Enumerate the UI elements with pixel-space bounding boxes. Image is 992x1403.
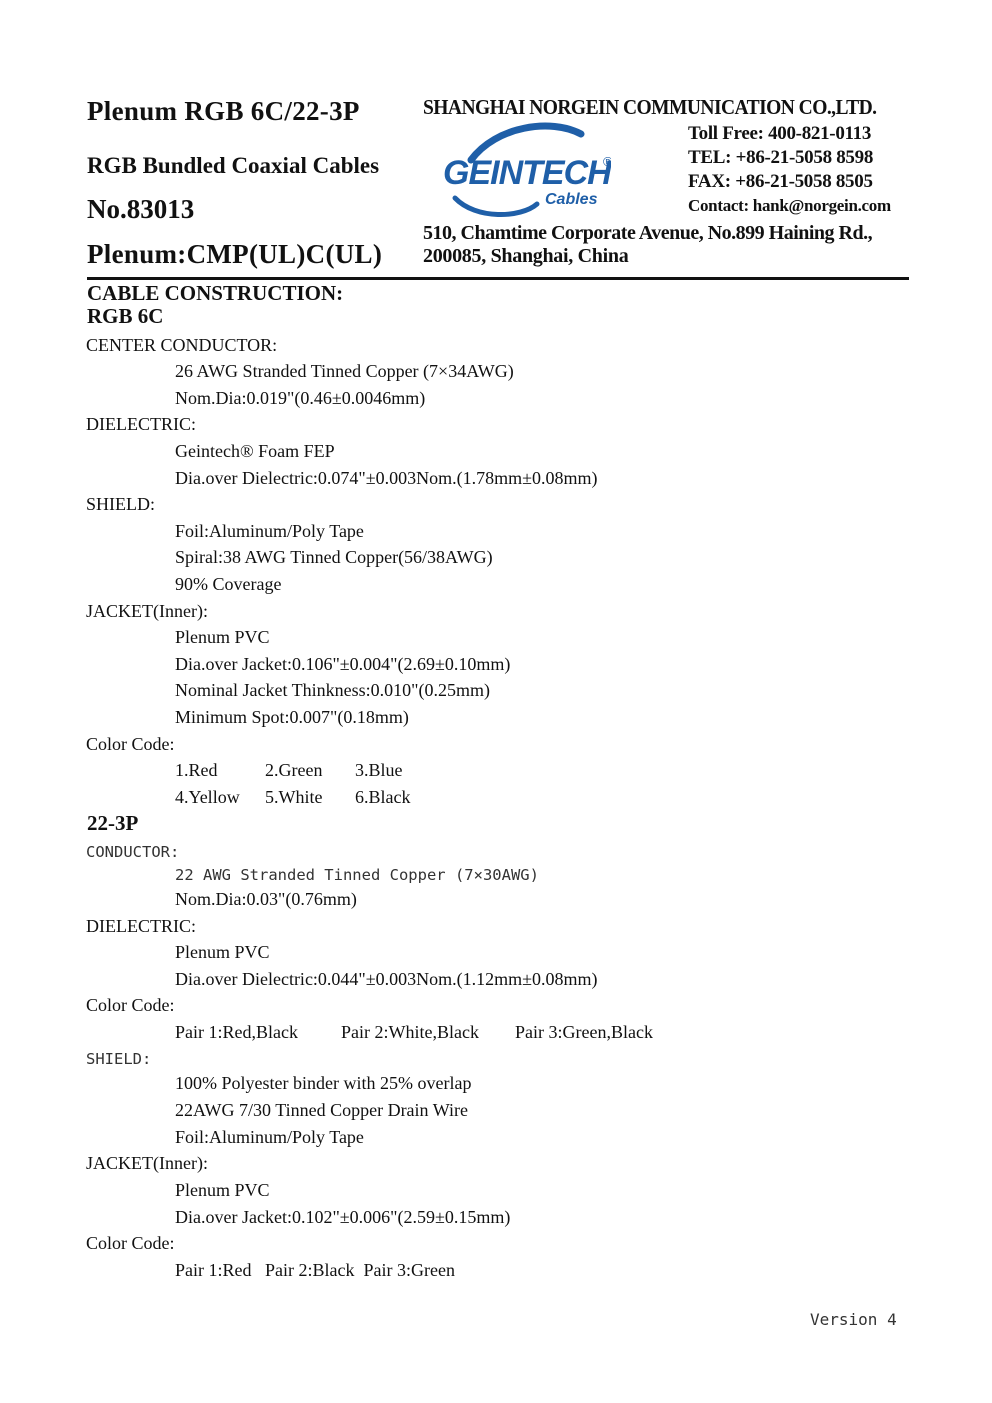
jacket-thickness: Nominal Jacket Thinkness:0.010"(0.25mm): [175, 680, 490, 700]
conductor-diameter: Nom.Dia:0.03"(0.76mm): [175, 889, 357, 909]
document-title: Plenum RGB 6C/22-3P: [87, 96, 360, 126]
address-line-2: 200085, Shanghai, China: [423, 245, 629, 267]
pair-color-code-label: Color Code:: [86, 995, 175, 1015]
shield-foil: Foil:Aluminum/Poly Tape: [175, 521, 364, 541]
color-code-item: 6.Black: [355, 787, 411, 807]
center-conductor-diameter: Nom.Dia:0.019"(0.46±0.0046mm): [175, 388, 426, 408]
version-label: Version 4: [810, 1310, 897, 1329]
jacket-label: JACKET(Inner):: [86, 601, 208, 621]
logo-registered-mark: ®: [603, 154, 611, 169]
color-code-item: 2.Green: [265, 760, 323, 780]
telephone-number: TEL: +86-21-5058 8598: [688, 147, 874, 168]
shield-spiral: Spiral:38 AWG Tinned Copper(56/38AWG): [175, 547, 493, 567]
pair-color-item: Pair 1:Red,Black: [175, 1022, 298, 1042]
address-line-1: 510, Chamtime Corporate Avenue, No.899 Haining Rd.,: [423, 222, 873, 244]
22-3p-heading: 22-3P: [87, 811, 139, 835]
conductor-label: CONDUCTOR:: [86, 843, 180, 861]
center-conductor-label: CENTER CONDUCTOR:: [86, 335, 278, 355]
geintech-logo: [441, 120, 611, 220]
pair-shield-drain-wire: 22AWG 7/30 Tinned Copper Drain Wire: [175, 1100, 468, 1120]
shield-coverage: 90% Coverage: [175, 574, 282, 594]
conductor-spec: 22 AWG Stranded Tinned Copper (7×30AWG): [175, 866, 539, 884]
pair-color-item: Pair 3:Green,Black: [515, 1022, 653, 1042]
product-number: No.83013: [87, 194, 195, 224]
pair-shield-foil: Foil:Aluminum/Poly Tape: [175, 1127, 364, 1147]
contact-email: Contact: hank@norgein.com: [688, 196, 891, 215]
color-code-item: 5.White: [265, 787, 323, 807]
jacket-minimum-spot: Minimum Spot:0.007"(0.18mm): [175, 707, 409, 727]
pair-dielectric-material: Plenum PVC: [175, 942, 270, 962]
toll-free-number: Toll Free: 400-821-0113: [688, 123, 872, 144]
logo-swoosh-bottom: [455, 198, 537, 215]
dielectric-material: Geintech® Foam FEP: [175, 441, 335, 461]
jacket-material: Plenum PVC: [175, 627, 270, 647]
dielectric-diameter: Dia.over Dielectric:0.074"±0.003Nom.(1.78mm±0.08mm): [175, 468, 598, 488]
company-name: SHANGHAI NORGEIN COMMUNICATION CO.,LTD.: [423, 95, 877, 119]
outer-jacket-label: JACKET(Inner):: [86, 1153, 208, 1173]
header-divider: [87, 277, 909, 280]
pair-color-item: Pair 2:White,Black: [341, 1022, 479, 1042]
color-code-item: 3.Blue: [355, 760, 403, 780]
fax-number: FAX: +86-21-5058 8505: [688, 171, 873, 192]
pair-dielectric-label: DIELECTRIC:: [86, 916, 196, 936]
dielectric-label: DIELECTRIC:: [86, 414, 196, 434]
rgb-6c-heading: RGB 6C: [87, 304, 164, 328]
outer-color-code-values: Pair 1:Red Pair 2:Black Pair 3:Green: [175, 1260, 455, 1280]
cable-construction-heading: CABLE CONSTRUCTION:: [87, 281, 344, 305]
outer-jacket-diameter: Dia.over Jacket:0.102"±0.006"(2.59±0.15mm): [175, 1207, 511, 1227]
plenum-rating: Plenum:CMP(UL)C(UL): [87, 239, 383, 269]
color-code-item: 4.Yellow: [175, 787, 240, 807]
center-conductor-spec: 26 AWG Stranded Tinned Copper (7×34AWG): [175, 361, 514, 381]
color-code-item: 1.Red: [175, 760, 218, 780]
jacket-diameter: Dia.over Jacket:0.106"±0.004"(2.69±0.10mm): [175, 654, 511, 674]
logo-tagline-text: Cables: [545, 191, 598, 208]
outer-color-code-label: Color Code:: [86, 1233, 175, 1253]
outer-jacket-material: Plenum PVC: [175, 1180, 270, 1200]
document-subtitle: RGB Bundled Coaxial Cables: [87, 153, 380, 178]
logo-brand-text: GEINTECH: [443, 154, 611, 192]
pair-shield-label: SHIELD:: [86, 1050, 152, 1068]
pair-dielectric-diameter: Dia.over Dielectric:0.044"±0.003Nom.(1.12mm±0.08mm): [175, 969, 598, 989]
color-code-label: Color Code:: [86, 734, 175, 754]
shield-label: SHIELD:: [86, 494, 155, 514]
pair-shield-binder: 100% Polyester binder with 25% overlap: [175, 1073, 472, 1093]
